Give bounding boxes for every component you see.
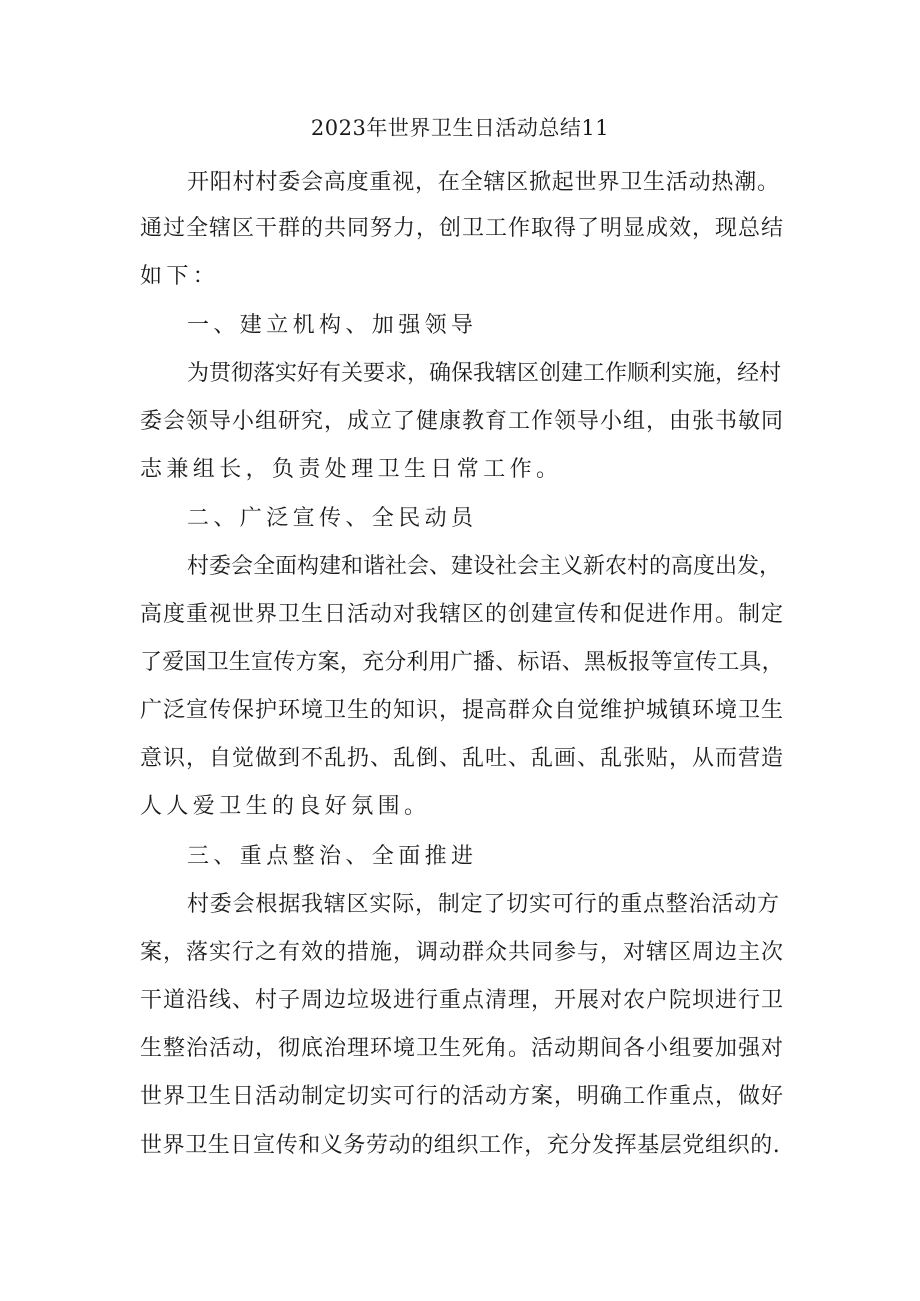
paragraph-3-line-6: 人人爱卫生的良好氛围。 [140, 794, 431, 819]
paragraph-1-line-1: 开阳村村委会高度重视，在全辖区掀起世界卫生活动热潮。 [187, 170, 780, 195]
paragraph-4-line-6: 世界卫生日宣传和义务劳动的组织工作，充分发挥基层党组织的. [140, 1133, 781, 1158]
paragraph-4-line-4: 生整治活动，彻底治理环境卫生死角。活动期间各小组要加强对 [140, 1036, 785, 1061]
paragraph-2-line-1: 为贯彻落实好有关要求，确保我辖区创建工作顺利实施，经村 [187, 361, 782, 386]
paragraph-3-line-5: 意识，自觉做到不乱扔、乱倒、乱吐、乱画、乱张贴，从而营造 [140, 746, 785, 771]
paragraph-4-line-3: 干道沿线、村子周边垃圾进行重点清理，开展对农户院坝进行卫 [140, 988, 785, 1013]
section-2-heading: 二、广泛宣传、全民动员 [187, 506, 478, 531]
paragraph-3-line-2: 高度重视世界卫生日活动对我辖区的创建宣传和促进作用。制定 [140, 602, 785, 627]
paragraph-1-line-3: 如下： [140, 264, 220, 289]
paragraph-4-line-1: 村委会根据我辖区实际，制定了切实可行的重点整治活动方 [187, 892, 780, 917]
paragraph-2-line-3: 志兼组长，负责处理卫生日常工作。 [140, 457, 563, 482]
document-title: 2023年世界卫生日活动总结11 [310, 116, 610, 140]
paragraph-4-line-2: 案，落实行之有效的措施，调动群众共同参与，对辖区周边主次 [140, 940, 785, 965]
paragraph-3-line-3: 了爱国卫生宣传方案，充分利用广播、标语、黑板报等宣传工具， [140, 650, 784, 675]
paragraph-3-line-4: 广泛宣传保护环境卫生的知识，提高群众自觉维护城镇环境卫生 [140, 698, 785, 723]
paragraph-2-line-2: 委会领导小组研究，成立了健康教育工作领导小组，由张书敏同 [140, 409, 785, 434]
paragraph-4-line-5: 世界卫生日活动制定切实可行的活动方案，明确工作重点，做好 [140, 1084, 785, 1109]
paragraph-3-line-1: 村委会全面构建和谐社会、建设社会主义新农村的高度出发， [187, 554, 782, 579]
paragraph-1-line-2: 通过全辖区干群的共同努力，创卫工作取得了明显成效，现总结 [140, 216, 785, 241]
section-1-heading: 一、建立机构、加强领导 [187, 313, 478, 338]
section-3-heading: 三、重点整治、全面推进 [187, 844, 478, 869]
